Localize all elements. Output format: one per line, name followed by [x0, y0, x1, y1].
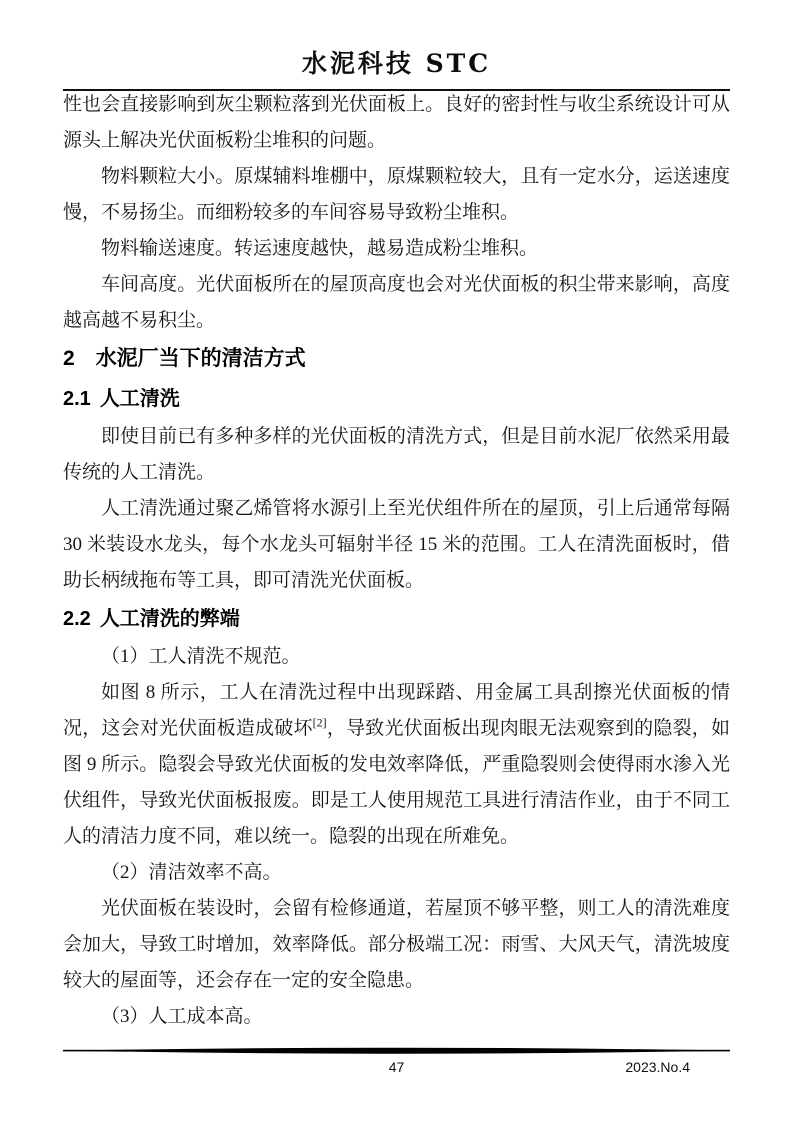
journal-title: 水泥科技 STC [301, 49, 492, 78]
footer-tapered-rule [63, 1046, 730, 1058]
issue-label: 2023.No.4 [625, 1059, 690, 1075]
subsection-2-2-heading [63, 599, 730, 639]
subsection-2-2-title: 人工清洗的弊端 [99, 608, 240, 630]
para-material-particle-size: 物料颗粒大小。原煤辅料堆棚中，原煤颗粒较大，且有一定水分，运送速度慢，不易扬尘。而细粉较多的车间容易导致粉尘堆积。 [63, 166, 730, 223]
para-efficiency-detail: 光伏面板在装设时，会留有检修通道，若屋顶不够平整，则工人的清洗难度会加大，导致工时增加，效率降低。部分极端工况：雨雪、大风天气，清洗坡度较大的屋面等，还会存在一定的安全隐患。 [63, 898, 730, 991]
subsection-2-1-title: 人工清洗 [99, 388, 180, 410]
para-drawback-2: （2）清洁效率不高。 [101, 862, 282, 883]
section-2-number: 2 [63, 347, 75, 370]
para-manual-cleaning-status: 即使目前已有多种多样的光伏面板的清洗方式，但是目前水泥厂依然采用最传统的人工清洗。 [63, 426, 730, 483]
page-number: 47 [388, 1059, 405, 1075]
para-hidden-cracks [63, 675, 730, 855]
subsection-2-1-number: 2.1 [63, 388, 91, 410]
page-footer [63, 1046, 730, 1079]
article-body [63, 87, 730, 1035]
page-header [63, 0, 730, 91]
subsection-2-1-heading [63, 379, 730, 419]
section-2-title: 水泥厂当下的清洁方式 [95, 347, 306, 370]
para-drawback-1: （1）工人清洗不规范。 [101, 646, 301, 667]
para-hidden-cracks-before: 如图 8 所示，工人在清洗过程中出现踩踏、用金属工具刮擦光伏面板的情况，这会对光伏面板造成破坏 [63, 682, 730, 739]
footer-row [63, 1059, 730, 1079]
para-transport-speed: 物料输送速度。转运速度越快，越易造成粉尘堆积。 [101, 238, 539, 259]
subsection-2-2-number: 2.2 [63, 608, 91, 630]
para-hidden-cracks-after: ，导致光伏面板出现肉眼无法观察到的隐裂，如图 9 所示。隐裂会导致光伏面板的发电效率降低，严重隐裂则会使得雨水渗入光伏组件，导致光伏面板报废。即是工人使用规范工具进行清洁作业，由于不同工人的清洁力度不同，难以统一。隐裂的出现在所难免。 [63, 718, 730, 847]
section-2-heading [63, 339, 730, 379]
para-continuation: 性也会直接影响到灰尘颗粒落到光伏面板上。良好的密封性与收尘系统设计可从源头上解决光伏面板粉尘堆积的问题。 [63, 94, 730, 151]
para-manual-cleaning-method: 人工清洗通过聚乙烯管将水源引上至光伏组件所在的屋顶，引上后通常每隔 30 米装设水龙头，每个水龙头可辐射半径 15 米的范围。工人在清洗面板时，借助长柄绒拖布等工具，即可清洗光伏面板。 [63, 498, 730, 591]
para-drawback-3: （3）人工成本高。 [101, 1006, 263, 1027]
para-workshop-height: 车间高度。光伏面板所在的屋顶高度也会对光伏面板的积尘带来影响，高度越高越不易积尘。 [63, 274, 730, 331]
citation-ref-2: [2] [312, 715, 327, 730]
